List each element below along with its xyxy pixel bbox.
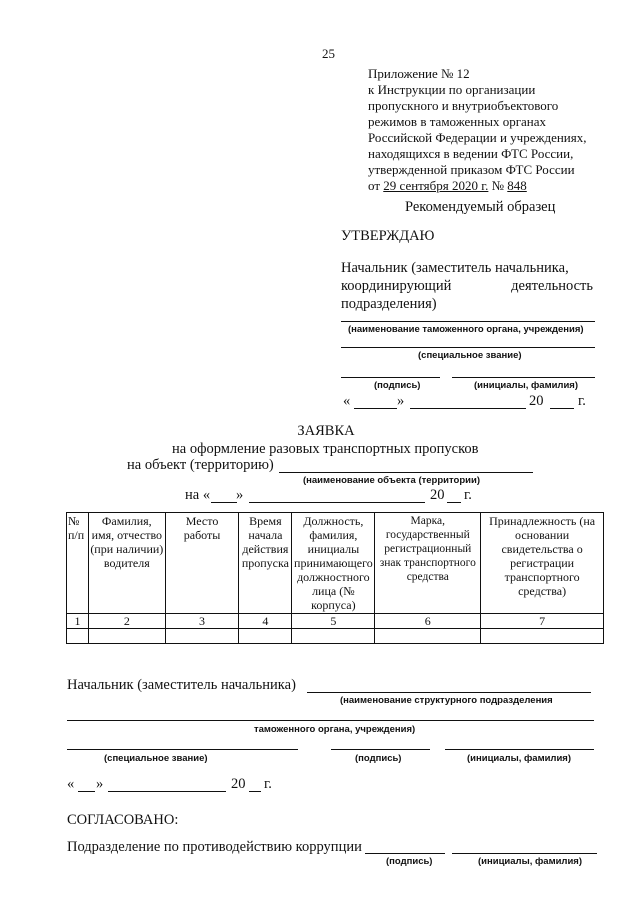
unit-line xyxy=(307,692,591,693)
org-caption-2: таможенного органа, учреждения) xyxy=(254,724,416,735)
number-cell: 4 xyxy=(239,614,292,629)
object-label: на объект (территорию) xyxy=(127,457,274,473)
header-cell: Время начала действия пропуска xyxy=(239,513,292,614)
approve-date-g: г. xyxy=(578,393,586,409)
rank-caption: (специальное звание) xyxy=(418,350,522,361)
appendix-block xyxy=(368,66,587,194)
name-line xyxy=(452,377,595,378)
agreed-title: СОГЛАСОВАНО: xyxy=(67,812,179,828)
number-cell: 7 xyxy=(481,614,604,629)
year-line xyxy=(550,408,574,409)
org-caption: (наименование таможенного органа, учреждения) xyxy=(348,324,584,335)
footer-day-line xyxy=(78,791,95,792)
number-cell: 2 xyxy=(88,614,165,629)
footer-date-open: « xyxy=(67,776,75,792)
sign-caption: (подпись) xyxy=(374,380,421,391)
approver-word: координирующий xyxy=(341,278,452,294)
header-cell: Принадлежность (на основании свидетельства о регистрации транспортного средства) xyxy=(481,513,604,614)
rank-line-2 xyxy=(67,749,298,750)
request-month-line xyxy=(249,502,425,503)
number-cell: 5 xyxy=(292,614,375,629)
sign-line-2 xyxy=(331,749,430,750)
rank-caption-2: (специальное звание) xyxy=(104,753,208,764)
approver-position xyxy=(341,259,593,313)
request-date-open: на « xyxy=(185,487,211,503)
object-line xyxy=(279,472,533,473)
footer-date-year: 20 xyxy=(231,776,246,792)
number-cell: 3 xyxy=(165,614,239,629)
appendix-line: режимов в таможенных органах xyxy=(368,114,547,129)
empty-cell xyxy=(375,629,481,644)
table-header-row xyxy=(67,513,604,614)
approve-date-year: 20 xyxy=(529,393,544,409)
name-line-3 xyxy=(452,853,597,854)
footer-month-line xyxy=(108,791,226,792)
anticorruption-label: Подразделение по противодействию коррупции xyxy=(67,839,362,855)
request-date-close: » xyxy=(236,487,244,503)
object-caption: (наименование объекта (территории) xyxy=(303,475,480,486)
approve-date-open: « xyxy=(343,393,351,409)
request-title-text: ЗАЯВКА xyxy=(297,423,355,439)
approve-date-close: » xyxy=(397,393,405,409)
appendix-line: утвержденной приказом ФТС России xyxy=(368,162,575,177)
order-number: 848 xyxy=(507,178,527,193)
number-cell: 1 xyxy=(67,614,89,629)
page-number: 25 xyxy=(322,46,335,61)
footer-year-line xyxy=(249,791,261,792)
empty-cell xyxy=(165,629,239,644)
request-title xyxy=(0,423,640,440)
empty-cell xyxy=(481,629,604,644)
rank-line xyxy=(341,347,595,348)
appendix-line: находящихся в ведении ФТС России, xyxy=(368,146,574,161)
name-caption-3: (инициалы, фамилия) xyxy=(478,856,583,867)
sign-line xyxy=(341,377,440,378)
request-day-line xyxy=(211,502,237,503)
header-cell: № п/п xyxy=(67,513,89,614)
approver-line xyxy=(341,277,593,295)
appendix-line: к Инструкции по организации xyxy=(368,82,536,97)
request-date-g: г. xyxy=(464,487,472,503)
org-line-2 xyxy=(67,720,594,721)
day-line xyxy=(354,408,397,409)
name-caption-2: (инициалы, фамилия) xyxy=(467,753,572,764)
empty-cell xyxy=(292,629,375,644)
appendix-line: Приложение № 12 xyxy=(368,66,470,81)
request-year-line xyxy=(447,502,461,503)
order-mid: № xyxy=(488,178,508,193)
table-row xyxy=(67,614,604,629)
number-cell: 6 xyxy=(375,614,481,629)
approver-word: деятельность xyxy=(511,278,593,294)
request-table xyxy=(66,512,604,644)
request-date-year: 20 xyxy=(430,487,445,503)
appendix-line: Российской Федерации и учреждениях, xyxy=(368,130,587,145)
order-date: 29 сентября 2020 г. xyxy=(383,178,489,193)
footer-head-label: Начальник (заместитель начальника) xyxy=(67,677,296,693)
approve-title: УТВЕРЖДАЮ xyxy=(341,228,435,244)
header-cell: Марка, государственный регистрационный знак транспортного средства xyxy=(375,513,481,614)
name-caption: (инициалы, фамилия) xyxy=(474,380,579,391)
sign-line-3 xyxy=(365,853,445,854)
table-row xyxy=(67,629,604,644)
empty-cell xyxy=(88,629,165,644)
header-cell: Место работы xyxy=(165,513,239,614)
unit-caption: (наименование структурного подразделения xyxy=(340,695,553,706)
recommended-sample: Рекомендуемый образец xyxy=(405,199,556,215)
approver-line: Начальник (заместитель начальника, xyxy=(341,260,569,276)
empty-cell xyxy=(239,629,292,644)
approver-line: подразделения) xyxy=(341,296,437,312)
sign-caption-2: (подпись) xyxy=(355,753,402,764)
appendix-order-line xyxy=(368,178,587,194)
month-line xyxy=(410,408,526,409)
sign-caption-3: (подпись) xyxy=(386,856,433,867)
footer-date-g: г. xyxy=(264,776,272,792)
org-line xyxy=(341,321,595,322)
name-line-2 xyxy=(445,749,594,750)
empty-cell xyxy=(67,629,89,644)
header-cell: Фамилия, имя, отчество (при наличии) водителя xyxy=(88,513,165,614)
footer-date-close: » xyxy=(96,776,104,792)
header-cell: Должность, фамилия, инициалы принимающего должностного лица (№ корпуса) xyxy=(292,513,375,614)
order-prefix: от xyxy=(368,178,384,193)
request-subtitle: на оформление разовых транспортных пропусков xyxy=(172,441,479,457)
appendix-line: пропускного и внутриобъектового xyxy=(368,98,559,113)
